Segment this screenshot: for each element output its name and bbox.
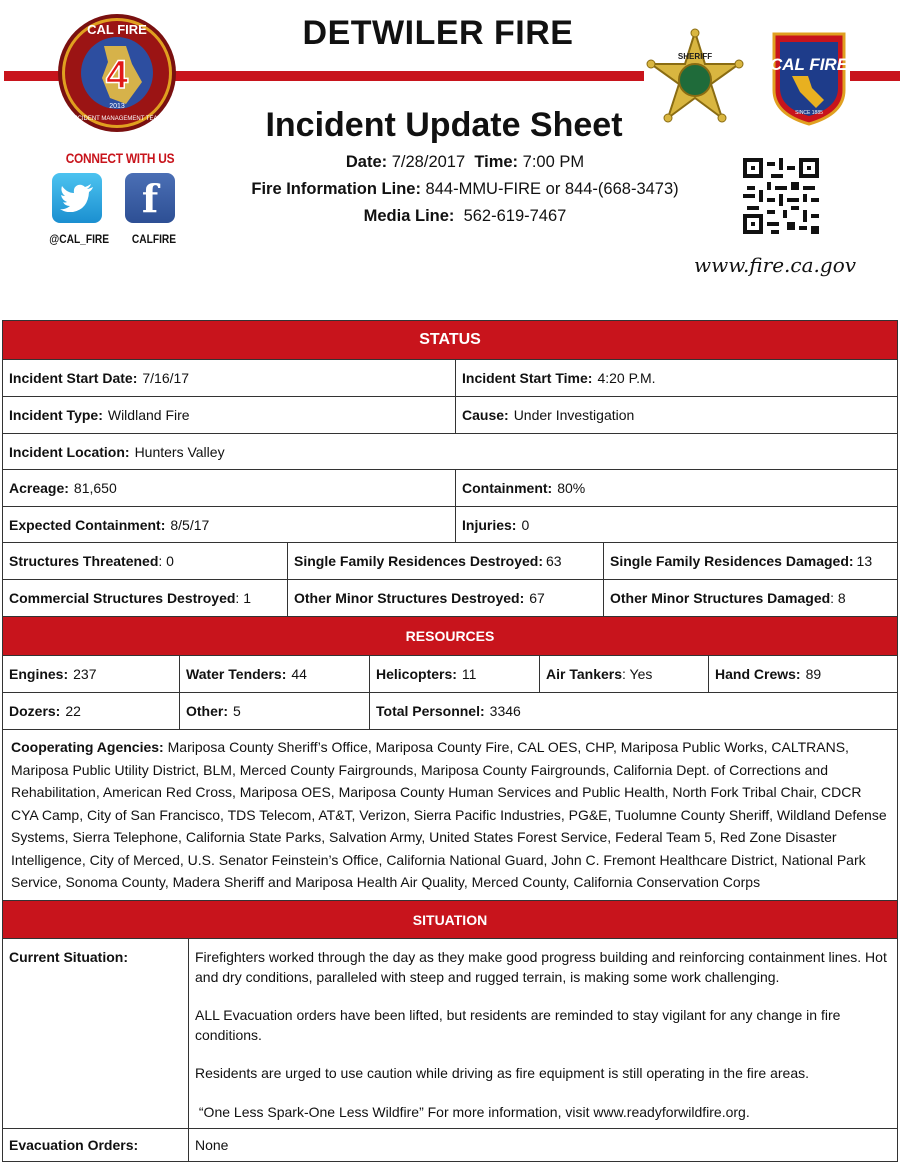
acreage-value: 81,650 [73, 480, 117, 496]
expected-containment-label: Expected Containment: [9, 516, 166, 533]
facebook-icon[interactable]: f [125, 173, 175, 223]
structures-threatened-value: : 0 [158, 553, 174, 569]
status-row-5 [2, 506, 898, 543]
injuries-value: 0 [521, 516, 530, 533]
incident-type-value: Wildland Fire [107, 407, 190, 423]
status-row-6 [2, 542, 898, 580]
current-situation-text [189, 939, 897, 1128]
resources-row-1 [2, 655, 898, 693]
hand-crews-value: 89 [805, 666, 822, 682]
cooperating-agencies-value: Mariposa County Sheriff’s Office, Mariposa County Fire, CAL OES, CHP, Mariposa Public Works, CALTRANS, Mariposa Public Utility District, BLM, Merced County Fairgrounds, Mariposa County Fairgrounds, California Dept. of Corrections and Rehabilitation, American Red Cross, Mariposa OES, Mariposa County Human Services and Public Health, North Fork Tribal Chair, CDCR CYA Camp, City of San Francisco, TDS Telecom, AT&T, Verizon, Sierra Pacific Industries, PG&E, Tuolumne County Sheriff, Wildland Defense Systems, Sierra Telephone, California State Parks, Salvation Army, United States Forest Service, Federal Team 5, Red Zone Disaster Intelligence, City of Merced, U.S. Senator Feinstein’s Office, California National Guard, John C. Fremont Healthcare District, National Park Service, Sonoma County, Madera Sheriff and Mariposa Health Air Quality, Merced County, California Conservation Corps [11, 739, 887, 890]
helicopters-value: 11 [461, 666, 477, 682]
fire-info-label: Fire Information Line: [251, 180, 421, 198]
situation-paragraph: “One Less Spark-One Less Wildfire” For more information, visit www.readyforwildfire.org. [195, 1103, 750, 1120]
twitter-bird-icon [60, 184, 94, 212]
air-tankers-value: : Yes [622, 666, 653, 682]
hand-crews-label: Hand Crews: [715, 666, 801, 682]
date-time-line [180, 153, 750, 172]
resources-heading: RESOURCES [2, 616, 898, 656]
cooperating-agencies-label: Cooperating Agencies: [11, 739, 164, 755]
team-logo-number: 4 [105, 53, 129, 97]
minor-damaged-value: : 8 [830, 590, 846, 606]
status-row-3 [2, 433, 898, 470]
expected-containment-value: 8/5/17 [170, 516, 210, 533]
time-value: 7:00 PM [522, 153, 585, 171]
incident-start-time-label: Incident Start Time: [462, 370, 593, 386]
twitter-icon[interactable] [52, 173, 102, 223]
minor-destroyed-value: 67 [529, 590, 545, 606]
containment-label: Containment: [462, 480, 553, 496]
total-personnel-label: Total Personnel: [376, 703, 485, 719]
status-row-1 [2, 359, 898, 397]
incident-start-time-value: 4:20 P.M. [597, 370, 656, 386]
current-situation-label: Current Situation: [3, 939, 189, 1128]
incident-location-value: Hunters Valley [134, 443, 225, 460]
header-red-bar-right [850, 71, 900, 81]
evacuation-orders-value: None [195, 1137, 229, 1153]
dozers-value: 22 [65, 703, 81, 719]
date-value: 7/28/2017 [391, 153, 466, 171]
current-situation-row [2, 938, 898, 1129]
situation-paragraph: Firefighters worked through the day as they make good progress building and reinforcing containment lines. Hot and dry conditions, paralleled with steep and rugged terrain, is making some work challenging. [195, 949, 887, 985]
fire-info-line [180, 180, 750, 199]
sheriff-badge-text: SHERIFF [677, 52, 713, 61]
team-logo-year: 2013 [109, 103, 125, 110]
media-line [180, 207, 750, 226]
water-tenders-value: 44 [291, 666, 307, 682]
dozers-label: Dozers: [9, 703, 61, 719]
cause-value: Under Investigation [513, 407, 635, 423]
qr-code[interactable] [743, 158, 819, 234]
situation-heading: SITUATION [2, 900, 898, 939]
minor-destroyed-label: Other Minor Structures Destroyed: [294, 590, 525, 606]
total-personnel-value: 3346 [489, 703, 521, 719]
team-logo-ring: INCIDENT MANAGEMENT TEAM [71, 116, 163, 122]
date-label: Date: [345, 153, 388, 171]
incident-type-label: Incident Type: [9, 407, 103, 423]
facebook-handle[interactable]: CALFIRE [131, 232, 177, 246]
calfire-shield-logo [770, 30, 848, 126]
evacuation-orders-row [2, 1128, 898, 1162]
website-link[interactable]: www.fire.ca.gov [693, 253, 857, 277]
helicopters-label: Helicopters: [376, 666, 457, 682]
status-row-4 [2, 469, 898, 507]
status-row-7 [2, 579, 898, 617]
media-line-label: Media Line: [363, 207, 455, 225]
air-tankers-label: Air Tankers [546, 666, 622, 682]
water-tenders-label: Water Tenders: [186, 666, 287, 682]
minor-damaged-label: Other Minor Structures Damaged [610, 590, 831, 606]
sfr-destroyed-label: Single Family Residences Destroyed: [294, 553, 543, 569]
team-logo-text: CAL FIRE [87, 22, 147, 37]
acreage-label: Acreage: [9, 480, 69, 496]
cooperating-agencies [2, 729, 898, 902]
incident-start-date-value: 7/16/17 [142, 370, 190, 386]
calfire-since-text: SINCE 1885 [795, 110, 823, 116]
engines-label: Engines: [9, 666, 69, 682]
other-value: 5 [233, 703, 241, 719]
situation-paragraph: ALL Evacuation orders have been lifted, but residents are reminded to stay vigilant for any change in fire conditions. [195, 1007, 841, 1043]
commercial-destroyed-value: : 1 [235, 590, 251, 606]
time-label: Time: [474, 153, 519, 171]
injuries-label: Injuries: [462, 516, 517, 533]
incident-location-label: Incident Location: [9, 443, 130, 460]
incident-start-date-label: Incident Start Date: [9, 370, 138, 386]
page-title: DETWILER FIRE [302, 14, 574, 52]
containment-value: 80% [557, 480, 586, 496]
sfr-destroyed-value: 63 [545, 553, 562, 569]
sfr-damaged-label: Single Family Residences Damaged: [610, 553, 854, 569]
evacuation-orders-label: Evacuation Orders: [3, 1129, 189, 1161]
status-row-2 [2, 396, 898, 434]
fire-info-value: 844-MMU-FIRE or 844-(668-3473) [425, 180, 679, 198]
cause-label: Cause: [462, 407, 509, 423]
sfr-damaged-value: 13 [856, 553, 873, 569]
resources-row-2 [2, 692, 898, 730]
calfire-shield-text: CAL FIRE [770, 55, 848, 74]
page-subtitle: Incident Update Sheet [265, 106, 623, 144]
other-label: Other: [186, 703, 228, 719]
commercial-destroyed-label: Commercial Structures Destroyed [9, 590, 236, 606]
twitter-handle[interactable]: @CAL_FIRE [49, 232, 110, 246]
engines-value: 237 [73, 666, 97, 682]
status-heading: STATUS [2, 320, 898, 360]
structures-threatened-label: Structures Threatened [9, 553, 159, 569]
media-line-value: 562-619-7467 [463, 207, 567, 225]
calfire-imt-logo [56, 12, 178, 134]
connect-with-us-label: CONNECT WITH US [65, 150, 175, 166]
situation-paragraph: Residents are urged to use caution while driving as fire equipment is still operating in the fire areas. [195, 1065, 809, 1081]
